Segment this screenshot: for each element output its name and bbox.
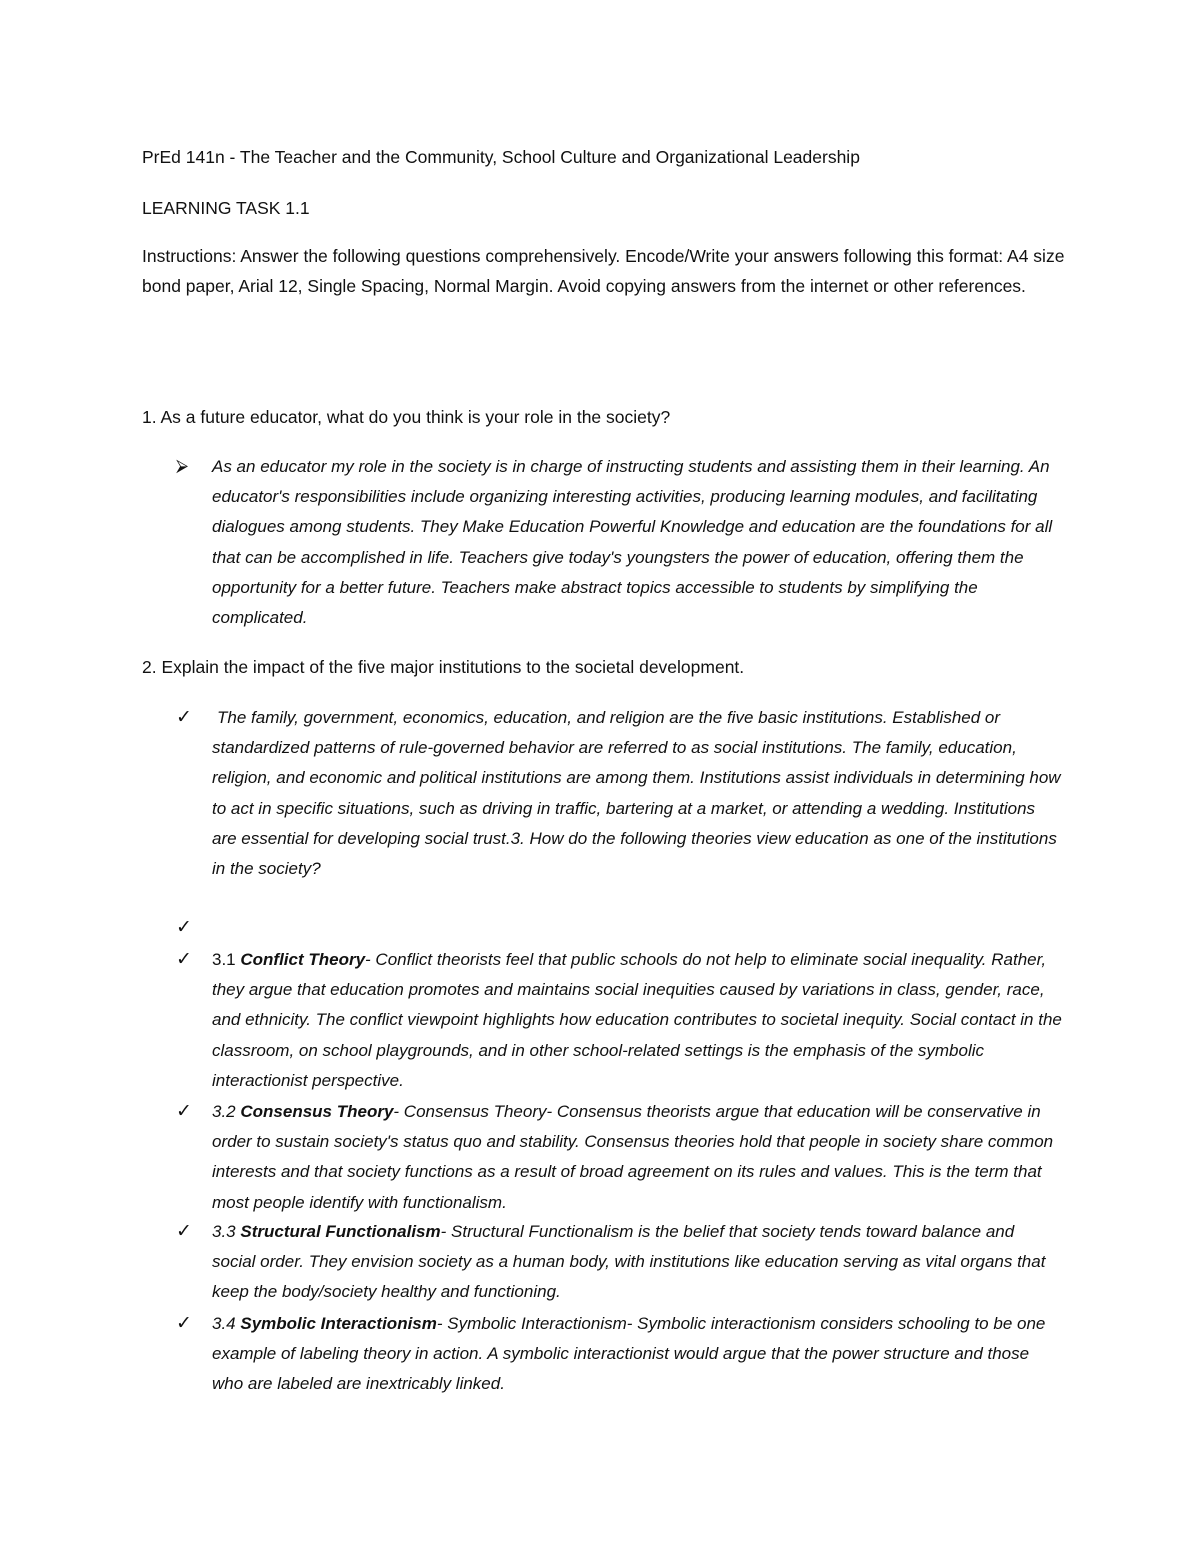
theory-conflict (212, 945, 1062, 1096)
checkmark-icon: ✓ (176, 1100, 192, 1122)
checkmark-icon: ✓ (176, 1312, 192, 1334)
checkmark-icon: ✓ (176, 948, 192, 970)
checkmark-icon: ✓ (176, 706, 192, 728)
answer-2: The family, government, economics, education, and religion are the five basic institutions. Established or standardized patterns of rule-governed behavior are referred to as social institutions. The family, education, religion, and economic and political institutions are among them. Institutions assist individuals in determining how to act in specific situations, such as driving in traffic, bartering at a market, or attending a wedding. Institutions are essential for developing social trust.3. How do the following theories view education as one of the institutions in the society? (212, 708, 1061, 879)
theory-text: - Consensus Theory- Consensus theorists argue that education will be conservative in order to sustain society's status quo and stability. Consensus theories hold that people in society share common interests and that society functions as a result of broad agreement on its rules and values. This is the term that most people identify with functionalism. (212, 1102, 1054, 1212)
question-2 (142, 652, 744, 682)
instructions-paragraph: Instructions: Answer the following questions comprehensively. Encode/Write your answers following this format: A4 size bond paper, Arial 12, Single Spacing, Normal Margin. Avoid copying answers from the internet or other references. (142, 246, 1065, 296)
theory-text: - Symbolic Interactionism- Symbolic interactionism considers schooling to be one example of labeling theory in action. A symbolic interactionist would argue that the power structure and those who are labeled are inextricably linked. (212, 1314, 1046, 1394)
theory-number: 3.2 (212, 1102, 236, 1121)
theory-name: Consensus Theory (240, 1102, 394, 1121)
theory-symbolic-interactionism (212, 1309, 1062, 1400)
checkmark-icon: ✓ (176, 916, 192, 938)
arrow-bullet-icon: ⮚ (176, 456, 189, 476)
question-2-number: 2. (142, 657, 157, 677)
theory-number: 3.4 (212, 1314, 236, 1333)
question-1: 1. As a future educator, what do you think is your role in the society? (142, 407, 671, 427)
theory-consensus (212, 1097, 1062, 1218)
theory-name: Conflict Theory (240, 950, 366, 969)
question-2-text: Explain the impact of the five major institutions to the societal development. (161, 657, 745, 677)
checkmark-icon: ✓ (176, 1220, 192, 1242)
theory-text: - Structural Functionalism is the belief that society tends toward balance and social order. They envision society as a human body, with institutions like education serving as vital organs that keep the body/society healthy and functioning. (212, 1222, 1046, 1302)
theory-name: Symbolic Interactionism (240, 1314, 437, 1333)
theory-structural-functionalism (212, 1217, 1062, 1308)
theory-number: 3.3 (212, 1222, 236, 1241)
answer-1: As an educator my role in the society is in charge of instructing students and assisting them in their learning. An educator's responsibilities include organizing interesting activities, producing learning modules, and facilitating dialogues among students. They Make Education Powerful Knowledge and education are the foundations for all that can be accomplished in life. Teachers give today's youngsters the power of education, offering them the opportunity for a better future. Teachers make abstract topics accessible to students by simplifying the complicated. (212, 457, 1053, 628)
theory-number: 3.1 (212, 950, 236, 969)
task-title: LEARNING TASK 1.1 (142, 198, 310, 218)
theory-name: Structural Functionalism (240, 1222, 441, 1241)
theory-text: - Conflict theorists feel that public schools do not help to eliminate social inequality. Rather, they argue that education promotes and maintains social inequities caused by variations in class, gender, race, and ethnicity. The conflict viewpoint highlights how education contributes to societal inequity. Social contact in the classroom, on school playgrounds, and in other school-related settings is the emphasis of the symbolic interactionist perspective. (212, 950, 1062, 1090)
course-title: PrEd 141n - The Teacher and the Community, School Culture and Organizational Leadership (142, 147, 860, 167)
